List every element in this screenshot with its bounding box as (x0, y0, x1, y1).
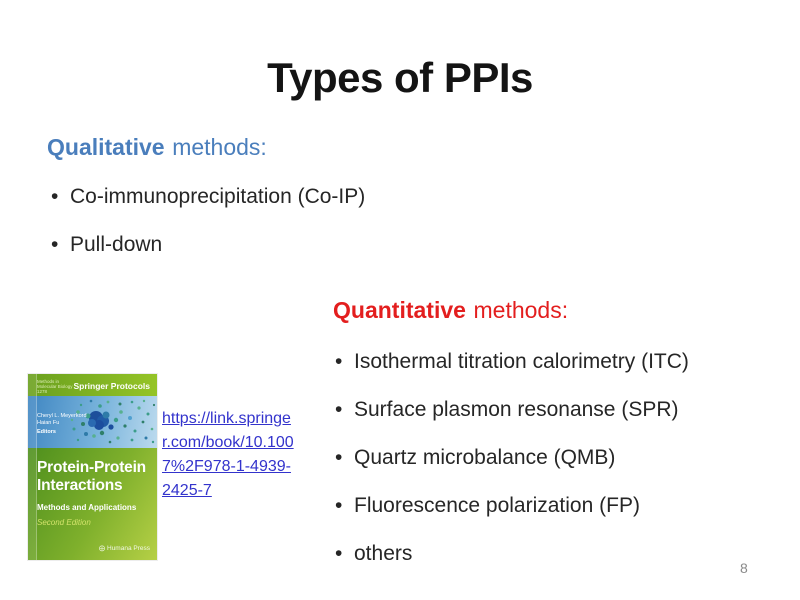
list-item (335, 495, 689, 517)
humana-press-logo-icon: ⨁ (99, 546, 105, 552)
page-number: 8 (740, 560, 748, 576)
book-cover-blue-band (28, 396, 157, 448)
book-edition-label: Second Edition (37, 518, 91, 527)
book-spine-highlight (28, 374, 37, 560)
quantitative-item-label: Surface plasmon resonanse (SPR) (354, 398, 679, 421)
book-authors (37, 413, 87, 436)
publisher-label: ⨁ Humana Press (99, 545, 150, 552)
bullet-icon (335, 447, 354, 469)
qualitative-item-label: Pull-down (70, 233, 163, 256)
quantitative-heading-rest: methods: (473, 297, 569, 323)
quantitative-list (335, 351, 689, 591)
page-title: Types of PPIs (267, 54, 533, 101)
qualitative-heading-emphasis: Qualitative (47, 134, 165, 160)
list-item (51, 234, 365, 256)
bullet-icon (335, 495, 354, 517)
qualitative-list (51, 186, 365, 282)
quantitative-item-label: Isothermal titration calorimetry (ITC) (354, 350, 689, 373)
bullet-icon (335, 543, 354, 565)
quantitative-heading (333, 297, 568, 324)
list-item (335, 399, 689, 421)
bullet-icon (51, 234, 70, 256)
quantitative-item-label: others (354, 542, 413, 565)
book-cover-main (28, 448, 157, 560)
book-series-label: Methods in Molecular Biology 1278 (37, 379, 73, 394)
bullet-icon (51, 186, 70, 208)
qualitative-item-label: Co-immunoprecipitation (Co-IP) (70, 185, 366, 208)
list-item (335, 447, 689, 469)
qualitative-heading (47, 134, 267, 161)
springer-book-link[interactable]: https://link.springer.com/book/10.1007%2F978-1-4939-2425-7 (162, 410, 294, 499)
book-editors-label: Editors (37, 429, 56, 435)
book-title: Protein-Protein Interactions (37, 459, 146, 494)
qualitative-heading-rest: methods: (172, 134, 267, 160)
quantitative-item-label: Quartz microbalance (QMB) (354, 446, 616, 469)
quantitative-heading-emphasis: Quantitative (333, 297, 466, 323)
quantitative-item-label: Fluorescence polarization (FP) (354, 494, 640, 517)
bullet-icon (335, 399, 354, 421)
list-item (335, 543, 689, 565)
book-author: Cheryl L. Meyerkord (37, 413, 87, 419)
book-cover-image (28, 374, 157, 560)
book-author: Haian Fu (37, 420, 60, 426)
bullet-icon (335, 351, 354, 373)
springer-protocols-label: Springer Protocols (73, 381, 150, 391)
list-item (51, 186, 365, 208)
book-cover-top-band (28, 374, 157, 396)
book-subtitle: Methods and Applications (37, 503, 137, 512)
list-item (335, 351, 689, 373)
